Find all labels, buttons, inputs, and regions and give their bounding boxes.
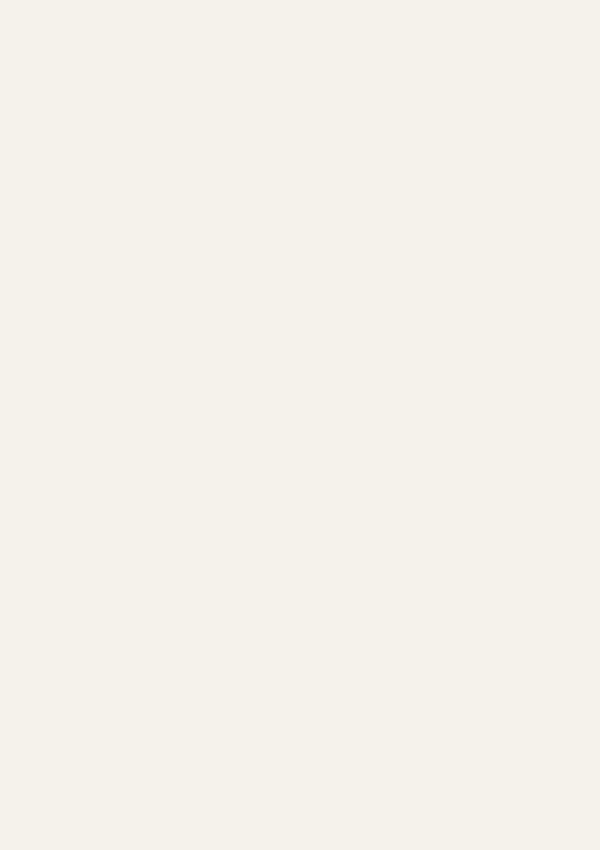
top-poem-block bbox=[30, 44, 570, 436]
page-header bbox=[34, 14, 566, 36]
bottom-poem-block bbox=[30, 448, 570, 840]
